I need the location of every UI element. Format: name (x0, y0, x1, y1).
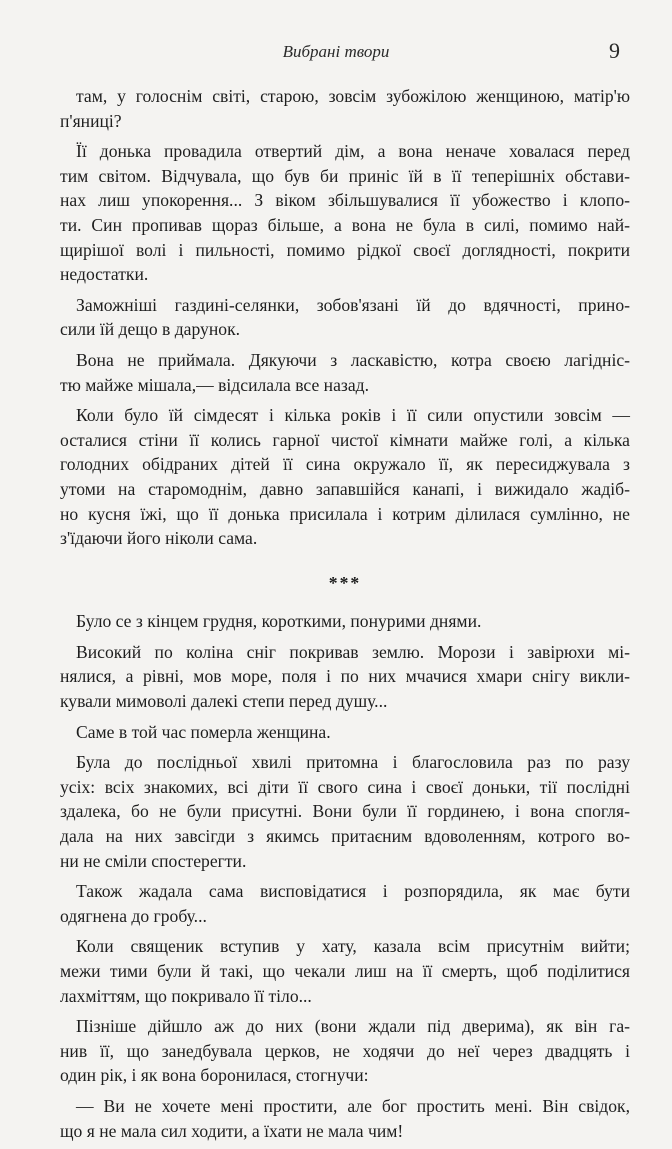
paragraph (60, 348, 630, 397)
paragraph (60, 403, 630, 551)
paragraph (60, 293, 630, 342)
text-line: ни не сміли спостерегти. (60, 850, 247, 871)
text-line: Була до послідньої хвилі притомна і благословила раз по разу (76, 752, 630, 773)
text-line: Високий по коліна сніг покривав землю. Морози і завірюхи мі- (76, 641, 630, 662)
text-line: одягнена до гробу... (60, 905, 207, 926)
text-line: там, у голоснім світі, старою, зовсім зубожілою женщиною, матір'ю (76, 86, 630, 106)
text-line: межи тими були й такі, що чекали лиш на її смерть, щоб поділитися (60, 961, 630, 981)
paragraph (60, 934, 630, 1008)
page-header (0, 38, 672, 62)
paragraph (60, 609, 630, 634)
text-line: Заможніші газдині-селянки, зобов'язані їй до вдячності, прино- (76, 294, 630, 315)
paragraph (60, 640, 630, 714)
text-line: кували мимоволі далекі степи перед душу... (60, 691, 388, 712)
text-line: Було се з кінцем грудня, короткими, понурими днями. (76, 611, 482, 632)
text-line: голодних обідраних дітей її сина окружало її, як пересиджувала з (60, 454, 630, 475)
text-line: недостатки. (60, 264, 149, 285)
text-line: один рік, і як вона боронилася, стогнучи: (60, 1065, 369, 1086)
text-line: усіх: всіх знакомих, всі діти її свого сина і своєї доньки, тії послідні (60, 776, 630, 797)
text-line: нах лиш упокорення... З віком збільшувалися її убожество і клопо- (60, 190, 630, 211)
paragraph (60, 750, 630, 873)
text-line: п'яниці? (60, 110, 122, 131)
text-line: ти. Син пропивав щораз більше, а вона не була в силі, помимо най- (60, 214, 630, 235)
text-line: утоми на старомоднім, давно запавшійся канапі, і вижидало жадіб- (60, 478, 630, 499)
paragraph (60, 1094, 630, 1143)
paragraph (60, 720, 630, 745)
text-line: що я не мала сил ходити, а їхати не мала чим! (60, 1120, 404, 1141)
text-line: з'їдаючи його ніколи сама. (60, 528, 258, 549)
running-title: Вибрані твори (282, 42, 390, 61)
text-line: лахміттям, що покривало її тіло... (60, 985, 312, 1006)
text-line: Вона не приймала. Дякуючи з ласкавістю, котра своєю лагідніс- (76, 349, 630, 370)
text-line: щирішої волі і пильності, помимо рідкої своєї доглядності, покрити (60, 239, 630, 260)
text-line: тю майже мішала,— відсилала все назад. (60, 374, 369, 395)
text-line: сили їй дещо в дарунок. (60, 319, 241, 340)
paragraph (60, 84, 630, 133)
text-line: нив її, що занедбувала церков, не ходячи до неї через двадцять і (60, 1040, 630, 1061)
text-line: осталися стіни її колись гарної чистої кімнати майже голі, а кілька (60, 429, 630, 450)
text-line: но кусня їжі, що її донька присилала і котрим ділилася сумлінно, не (60, 503, 630, 524)
text-line: — Ви не хочете мені простити, але бог простить мені. Він свідок, (76, 1095, 630, 1116)
text-line: Також жадала сама висповідатися і розпорядила, як має бути (76, 881, 630, 902)
paragraph (60, 1014, 630, 1088)
text-line: дала на них завсігди з якимсь притаєним вдоволенням, котрого во- (60, 826, 630, 847)
section-separator: *** (328, 572, 362, 593)
text-line: Пізніше дійшло аж до них (вони ждали під дверима), як він га- (76, 1016, 630, 1037)
page-number: 9 (609, 38, 620, 63)
text-line: Її донька провадила отвертий дім, а вона неначе ховалася перед (76, 141, 630, 162)
text-line: Саме в той час померла женщина. (76, 721, 331, 742)
paragraph (60, 139, 630, 287)
text-line: Коли священик вступив у хату, казала всім присутнім вийти; (76, 936, 630, 957)
body-text (60, 84, 630, 1149)
text-line: тим світом. Відчувала, що був би приніс їй в її теперішніх обстави- (60, 165, 630, 186)
text-line: здалека, бо не були присутні. Вони були її гординею, і вона спогля- (60, 801, 630, 822)
paragraph (60, 879, 630, 928)
text-line: Коли було їй сімдесят і кілька років і її сили опустили зовсім — (76, 405, 630, 426)
text-line: нялися, а рівні, мов море, поля і по них мчачися хмари снігу викли- (60, 666, 630, 687)
